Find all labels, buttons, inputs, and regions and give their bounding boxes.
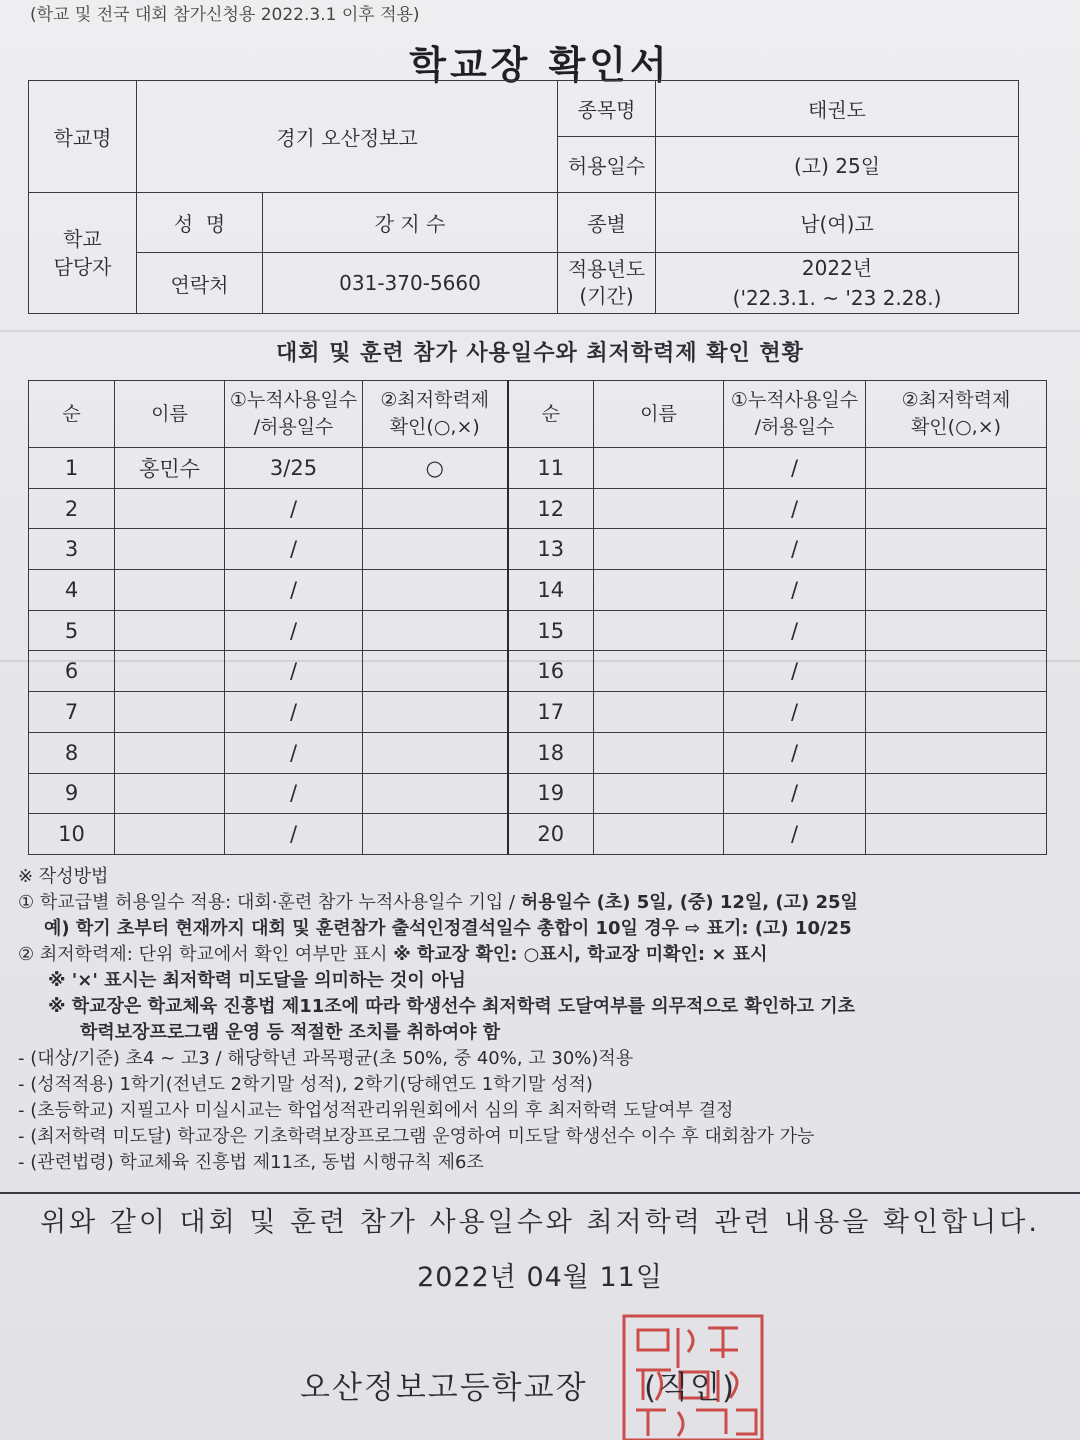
note-2-bold: ※ 학교장 확인: ○표시, 학교장 미확인: × 표시 (393, 944, 768, 965)
roster-cell-name: 홍민수 (115, 448, 225, 489)
roster-cell-name (594, 529, 724, 570)
roster-cell-min (363, 692, 508, 733)
roster-cell-name (594, 488, 724, 529)
roster-cell-days: / (225, 610, 363, 651)
period-value (656, 253, 1019, 314)
contact-value: 031-370-5660 (263, 253, 558, 314)
roster-cell-no: 8 (29, 732, 115, 773)
roster-cell-name (594, 814, 724, 855)
detail-2: - (성적적용) 1학기(전년도 2학기말 성적), 2학기(당해연도 1학기말 성적) (18, 1074, 593, 1095)
applicability-note: (학교 및 전국 대회 참가신청용 2022.3.1 이후 적용) (30, 5, 420, 25)
note-4a: ※ 학교장은 학교체육 진흥법 제11조에 따라 학생선수 최저학력 도달여부를 의무적으로 확인하고 기초 (48, 996, 855, 1017)
header-name: 이름 (594, 381, 724, 448)
roster-cell-min (866, 651, 1047, 692)
note-1 (18, 890, 1058, 916)
roster-cell-name (594, 732, 724, 773)
roster-cell-days: / (724, 651, 866, 692)
roster-cell-no: 10 (29, 814, 115, 855)
header-min: ②최저학력제 확인(○,×) (866, 381, 1047, 448)
roster-cell-name (594, 570, 724, 611)
roster-cell-no: 3 (29, 529, 115, 570)
roster-cell-min (866, 773, 1047, 814)
roster-cell-days: / (225, 692, 363, 733)
sport-value: 태권도 (656, 81, 1019, 137)
roster-cell-days: / (724, 692, 866, 733)
roster-cell-name (115, 610, 225, 651)
roster-cell-min (866, 488, 1047, 529)
roster-table (28, 380, 1047, 855)
roster-cell-days: / (225, 651, 363, 692)
roster-cell-min (363, 773, 508, 814)
note-1-example: 예) 학기 초부터 현재까지 대회 및 훈련참가 출석인정결석일수 총합이 10일 경우 ⇨ 표기: (고) 10/25 (44, 918, 852, 939)
roster-cell-min (363, 651, 508, 692)
roster-cell-no: 16 (508, 651, 594, 692)
roster-cell-days: / (225, 570, 363, 611)
roster-cell-no: 11 (508, 448, 594, 489)
roster-cell-name (594, 448, 724, 489)
roster-cell-min (866, 448, 1047, 489)
roster-cell-name (115, 488, 225, 529)
roster-cell-min (866, 692, 1047, 733)
table-row (29, 529, 1047, 570)
roster-cell-days: / (225, 488, 363, 529)
table-row (29, 773, 1047, 814)
period-year: 2022년 (801, 256, 873, 280)
period-range: ('22.3.1. ~ '23 2.28.) (732, 286, 942, 310)
roster-cell-no: 15 (508, 610, 594, 651)
roster-cell-name (594, 610, 724, 651)
roster-cell-name (594, 651, 724, 692)
roster-cell-days: / (724, 529, 866, 570)
header-no: 순 (508, 381, 594, 448)
table-row (29, 692, 1047, 733)
roster-cell-name (115, 692, 225, 733)
note-1-bold: 허용일수 (초) 5일, (중) 12일, (고) 25일 (520, 892, 858, 913)
table-row (29, 570, 1047, 611)
roster-cell-no: 14 (508, 570, 594, 611)
roster-cell-no: 9 (29, 773, 115, 814)
roster-cell-no: 17 (508, 692, 594, 733)
roster-cell-min (363, 814, 508, 855)
roster-cell-name (115, 529, 225, 570)
issue-date: 2022년 04월 11일 (417, 1262, 663, 1293)
manager-name-label: 성 명 (137, 193, 263, 253)
roster-cell-days: / (225, 814, 363, 855)
seal-label: (직인) (644, 1370, 737, 1406)
roster-cell-no: 20 (508, 814, 594, 855)
roster-cell-min: ○ (363, 448, 508, 489)
contact-label: 연락처 (137, 253, 263, 314)
instructions (18, 864, 1058, 1176)
roster-cell-min (363, 529, 508, 570)
detail-4: - (최저학력 미도달) 학교장은 기초학력보장프로그램 운영하여 미도달 학생선수 이수 후 대회참가 가능 (18, 1126, 815, 1147)
table-row (29, 651, 1047, 692)
sport-label: 종목명 (558, 81, 656, 137)
roster-cell-min (363, 570, 508, 611)
roster-cell-no: 5 (29, 610, 115, 651)
roster-cell-days: / (724, 610, 866, 651)
detail-3: - (초등학교) 지필고사 미실시교는 학업성적관리위원회에서 심의 후 최저학력 도달여부 결정 (18, 1100, 734, 1121)
roster-cell-no: 4 (29, 570, 115, 611)
note-2 (18, 942, 1058, 968)
roster-body (29, 448, 1047, 855)
notes-heading: ※ 작성방법 (18, 866, 109, 887)
header-name: 이름 (115, 381, 225, 448)
gender-label: 종별 (558, 193, 656, 253)
roster-cell-name (115, 651, 225, 692)
note-4b: 학력보장프로그램 운영 등 적절한 조치를 취하여야 함 (80, 1022, 501, 1043)
roster-cell-min (363, 488, 508, 529)
roster-cell-min (866, 610, 1047, 651)
roster-cell-days: / (225, 732, 363, 773)
roster-cell-days: / (724, 732, 866, 773)
roster-cell-days: / (225, 773, 363, 814)
roster-cell-min (866, 814, 1047, 855)
roster-cell-min (866, 529, 1047, 570)
roster-cell-days: / (225, 529, 363, 570)
note-2-text: ② 최저학력제: 단위 학교에서 확인 여부만 표시 (18, 944, 394, 965)
divider-line (0, 1192, 1080, 1194)
roster-cell-days: / (724, 814, 866, 855)
roster-cell-min (363, 732, 508, 773)
paper-fold (0, 330, 1080, 332)
header-days: ①누적사용일수 /허용일수 (225, 381, 363, 448)
roster-cell-days: / (724, 773, 866, 814)
roster-cell-days: 3/25 (225, 448, 363, 489)
roster-cell-name (594, 692, 724, 733)
detail-5: - (관련법령) 학교체육 진흥법 제11조, 동법 시행규칙 제6조 (18, 1152, 484, 1173)
detail-1: - (대상/기준) 초4 ~ 고3 / 해당학년 과목평균(초 50%, 중 40%, 고 30%)적용 (18, 1048, 634, 1069)
table-row (29, 488, 1047, 529)
roster-cell-no: 13 (508, 529, 594, 570)
school-info-table (28, 80, 1019, 314)
roster-cell-min (866, 570, 1047, 611)
roster-cell-min (363, 610, 508, 651)
roster-cell-min (866, 732, 1047, 773)
header-days: ①누적사용일수 /허용일수 (724, 381, 866, 448)
table-row (29, 448, 1047, 489)
roster-cell-days: / (724, 448, 866, 489)
roster-cell-no: 19 (508, 773, 594, 814)
roster-cell-name (115, 814, 225, 855)
allowed-days-value: (고) 25일 (656, 137, 1019, 193)
roster-cell-no: 6 (29, 651, 115, 692)
table-row (29, 814, 1047, 855)
school-name-label: 학교명 (29, 81, 137, 193)
table-row (29, 610, 1047, 651)
roster-subtitle: 대회 및 훈련 참가 사용일수와 최저학력제 확인 현황 (276, 341, 804, 366)
roster-cell-days: / (724, 570, 866, 611)
roster-cell-no: 2 (29, 488, 115, 529)
header-no: 순 (29, 381, 115, 448)
roster-cell-no: 18 (508, 732, 594, 773)
note-3: ※ '×' 표시는 최저학력 미도달을 의미하는 것이 아님 (48, 970, 466, 991)
header-min: ②최저학력제 확인(○,×) (363, 381, 508, 448)
period-label: 적용년도 (기간) (558, 253, 656, 314)
roster-cell-no: 7 (29, 692, 115, 733)
roster-cell-name (594, 773, 724, 814)
table-row (29, 732, 1047, 773)
gender-value: 남(여)고 (656, 193, 1019, 253)
manager-name-value: 강 지 수 (263, 193, 558, 253)
roster-cell-name (115, 773, 225, 814)
allowed-days-label: 허용일수 (558, 137, 656, 193)
document-title: 학교장 확인서 (409, 43, 671, 87)
roster-cell-no: 1 (29, 448, 115, 489)
manager-label: 학교 담당자 (29, 193, 137, 314)
note-1-text: ① 학교급별 허용일수 적용: 대회·훈련 참가 누적사용일수 기입 / (18, 892, 521, 913)
roster-cell-no: 12 (508, 488, 594, 529)
roster-cell-name (115, 732, 225, 773)
school-name-value: 경기 오산정보고 (137, 81, 558, 193)
roster-cell-days: / (724, 488, 866, 529)
confirmation-text: 위와 같이 대회 및 훈련 참가 사용일수와 최저학력 관련 내용을 확인합니다. (40, 1207, 1040, 1238)
principal-name: 오산정보고등학교장 (300, 1370, 588, 1406)
roster-cell-name (115, 570, 225, 611)
